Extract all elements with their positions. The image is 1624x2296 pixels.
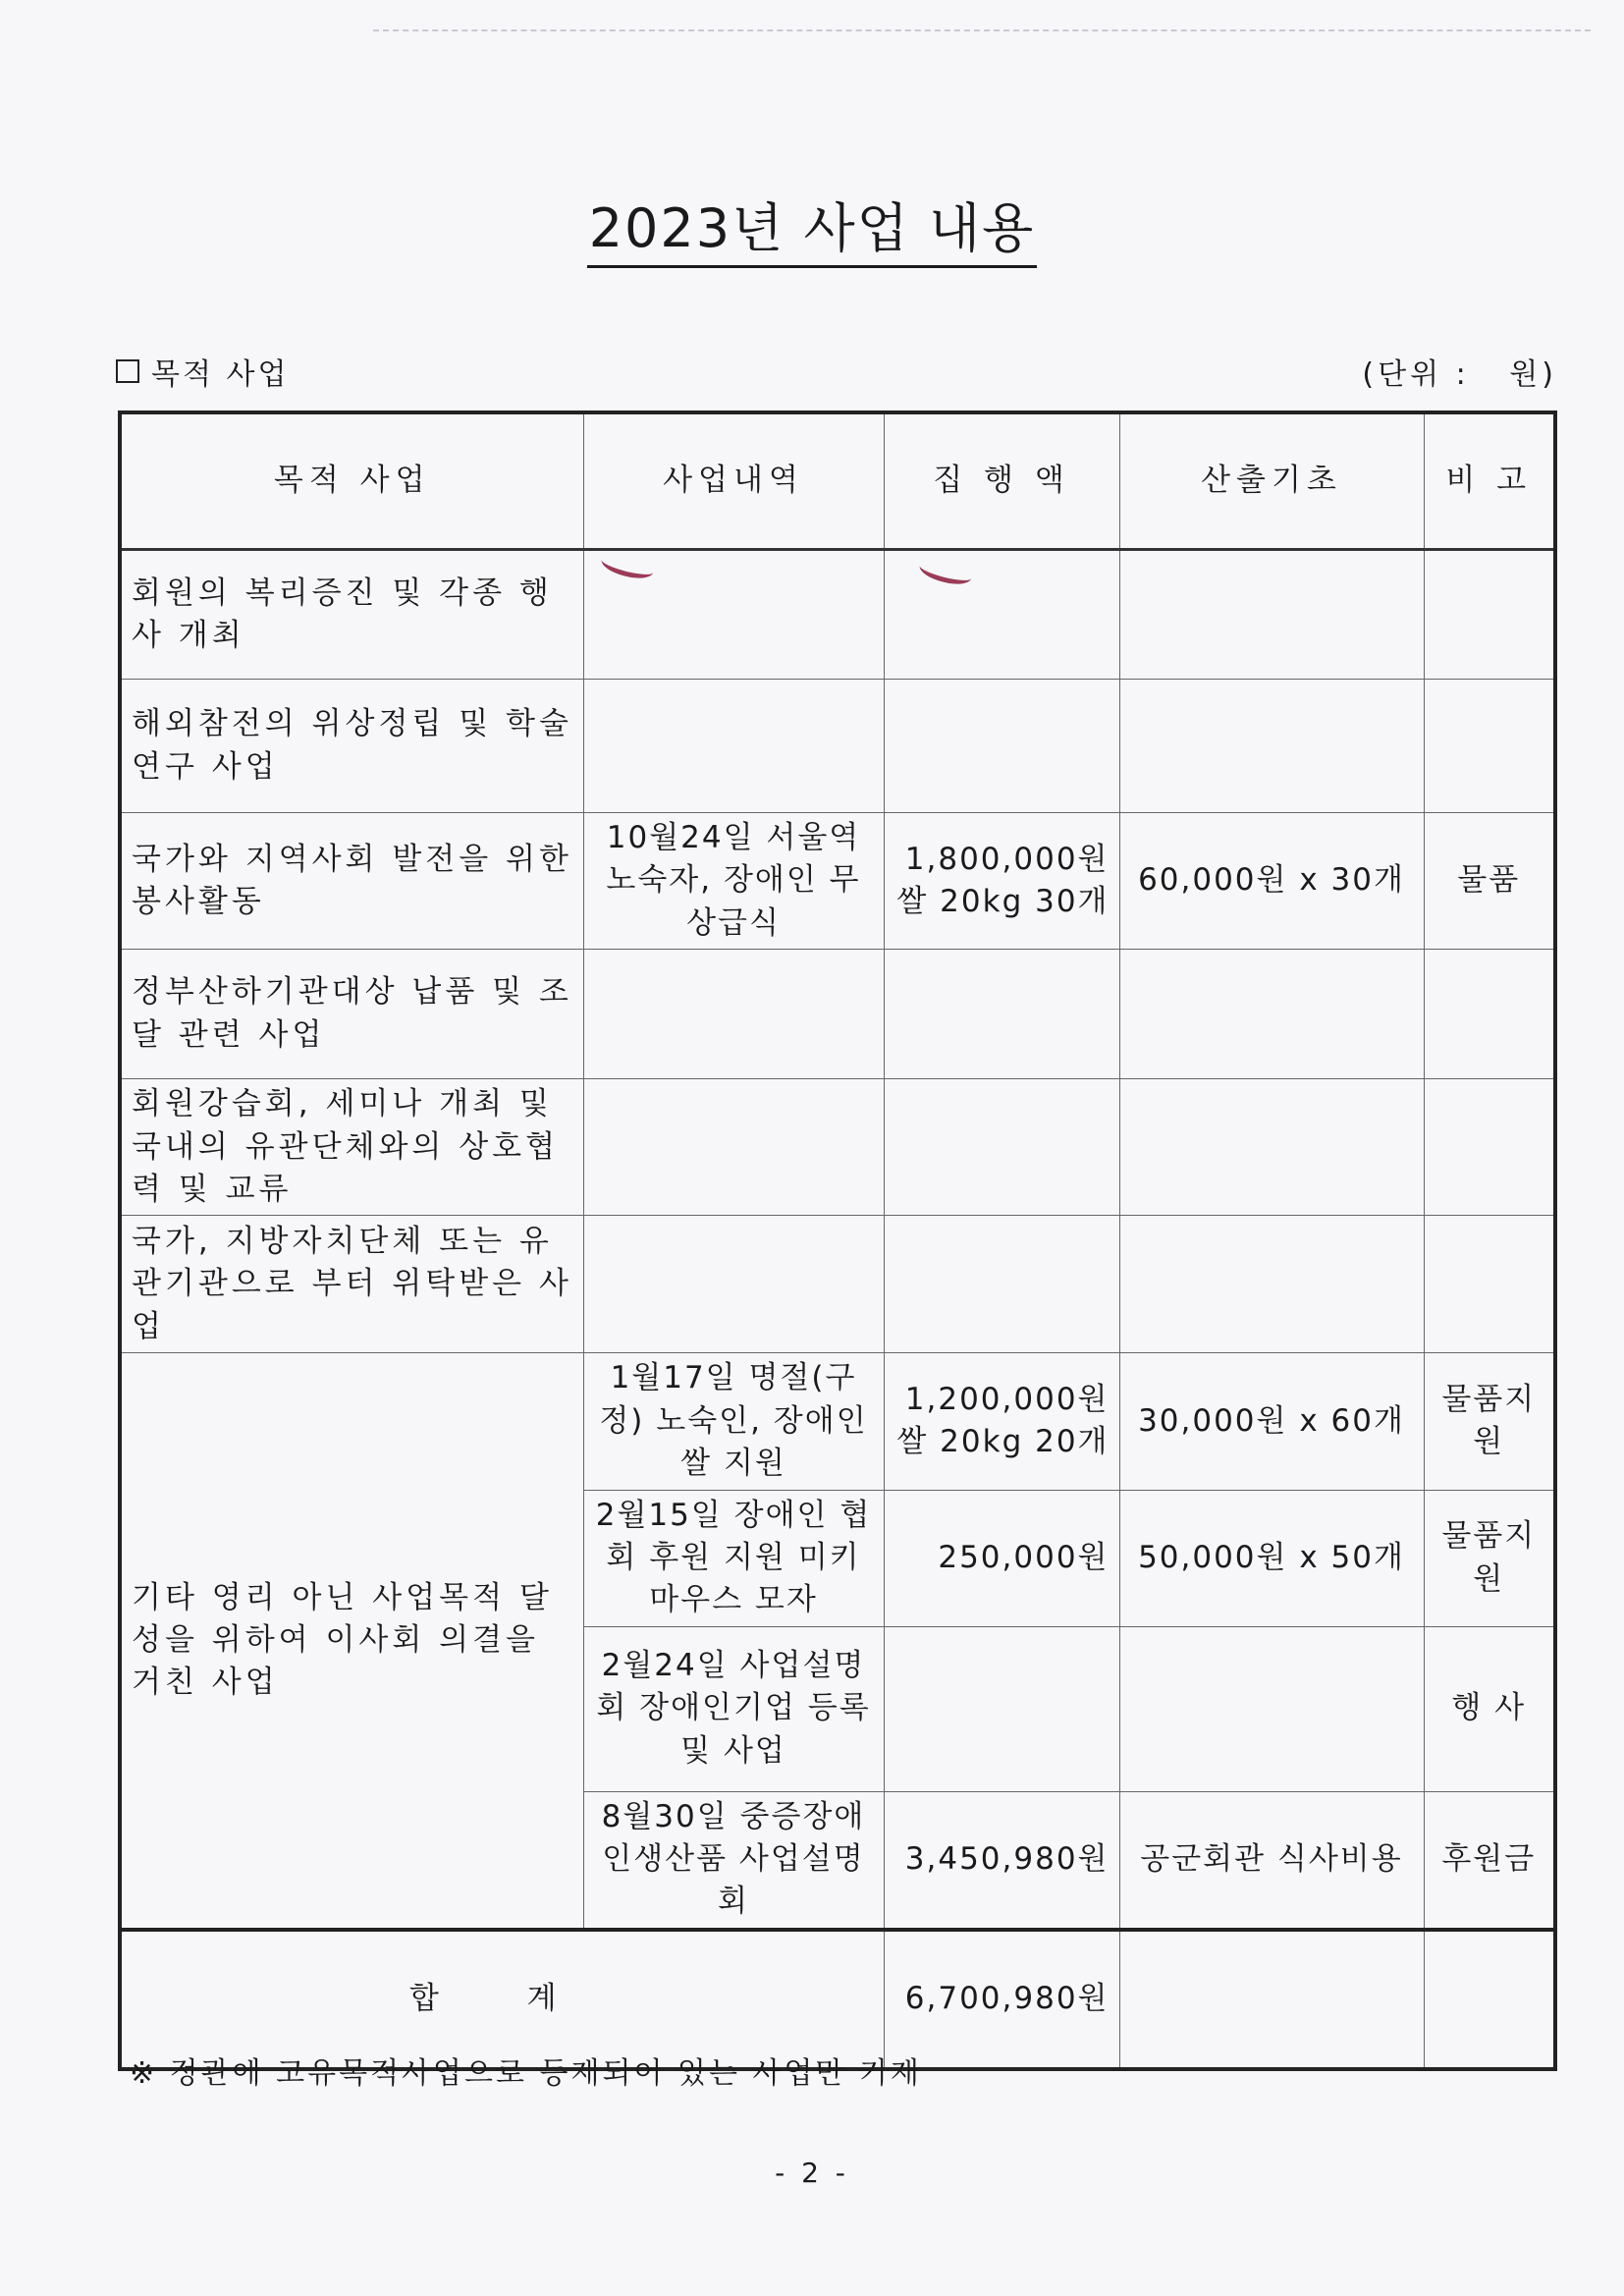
- amount-cell: [884, 1626, 1119, 1791]
- table-row: [120, 950, 1555, 1079]
- basis-cell: 50,000원 x 50개: [1119, 1490, 1424, 1626]
- unit-label: (단위 : 원): [1362, 357, 1557, 392]
- business-table: [118, 410, 1557, 2071]
- note-cell: 후원금: [1424, 1791, 1555, 1930]
- page-title: 2023년 사업 내용: [0, 187, 1624, 262]
- purpose-cell: 기타 영리 아닌 사업목적 달성을 위하여 이사회 의결을 거친 사업: [120, 1353, 583, 1930]
- table-row: [120, 680, 1555, 813]
- column-header: 비 고: [1424, 412, 1555, 550]
- detail-cell: 2월15일 장애인 협회 후원 지원 미키마우스 모자: [583, 1490, 884, 1626]
- detail-cell: 8월30일 중증장애인생산품 사업설명회: [583, 1791, 884, 1930]
- detail-cell: 2월24일 사업설명회 장애인기업 등록 및 사업: [583, 1626, 884, 1791]
- footnote: ※ 정관에 고유목적사업으로 등재되어 있는 사업만 기재: [130, 2056, 922, 2091]
- column-header: 사업내역: [583, 412, 884, 550]
- detail-cell: 1월17일 명절(구정) 노숙인, 장애인 쌀 지원: [583, 1353, 884, 1490]
- amount-cell: 3,450,980원: [884, 1791, 1119, 1930]
- table-row: [120, 1216, 1555, 1353]
- purpose-cell: 국가와 지역사회 발전을 위한 봉사활동: [120, 813, 583, 950]
- table-row: [120, 550, 1555, 680]
- basis-cell: 공군회관 식사비용: [1119, 1791, 1424, 1930]
- page-number: - 2 -: [775, 2157, 849, 2189]
- purpose-cell: 회원의 복리증진 및 각종 행사 개최: [120, 550, 583, 680]
- checkbox-icon: [116, 359, 139, 383]
- section-heading: [116, 350, 289, 393]
- note-cell: 행 사: [1424, 1626, 1555, 1791]
- table-row: [120, 1353, 1555, 1490]
- total-label: 합 계: [120, 1930, 884, 2069]
- amount-cell: 1,200,000원 쌀 20kg 20개: [884, 1353, 1119, 1490]
- purpose-cell: 회원강습회, 세미나 개최 및 국내의 유관단체와의 상호협력 및 교류: [120, 1079, 583, 1216]
- column-header: 집 행 액: [884, 412, 1119, 550]
- table-row: [120, 1079, 1555, 1216]
- purpose-cell: 정부산하기관대상 납품 및 조달 관련 사업: [120, 950, 583, 1079]
- basis-cell: 30,000원 x 60개: [1119, 1353, 1424, 1490]
- top-divider: [373, 29, 1591, 31]
- table-row: [120, 813, 1555, 950]
- purpose-cell: 국가, 지방자치단체 또는 유관기관으로 부터 위탁받은 사업: [120, 1216, 583, 1353]
- basis-cell: [1119, 1626, 1424, 1791]
- purpose-cell: 해외참전의 위상정립 및 학술연구 사업: [120, 680, 583, 813]
- note-cell: 물품: [1424, 813, 1555, 950]
- column-header: 목적 사업: [120, 412, 583, 550]
- table-header-row: [120, 412, 1555, 550]
- basis-cell: 60,000원 x 30개: [1119, 813, 1424, 950]
- amount-cell: 250,000원: [884, 1490, 1119, 1626]
- section-label: 목적 사업: [151, 357, 290, 392]
- amount-cell: 1,800,000원 쌀 20kg 30개: [884, 813, 1119, 950]
- detail-cell: 10월24일 서울역 노숙자, 장애인 무상급식: [583, 813, 884, 950]
- total-amount: 6,700,980원: [884, 1930, 1119, 2069]
- note-cell: 물품지원: [1424, 1353, 1555, 1490]
- column-header: 산출기초: [1119, 412, 1424, 550]
- note-cell: 물품지원: [1424, 1490, 1555, 1626]
